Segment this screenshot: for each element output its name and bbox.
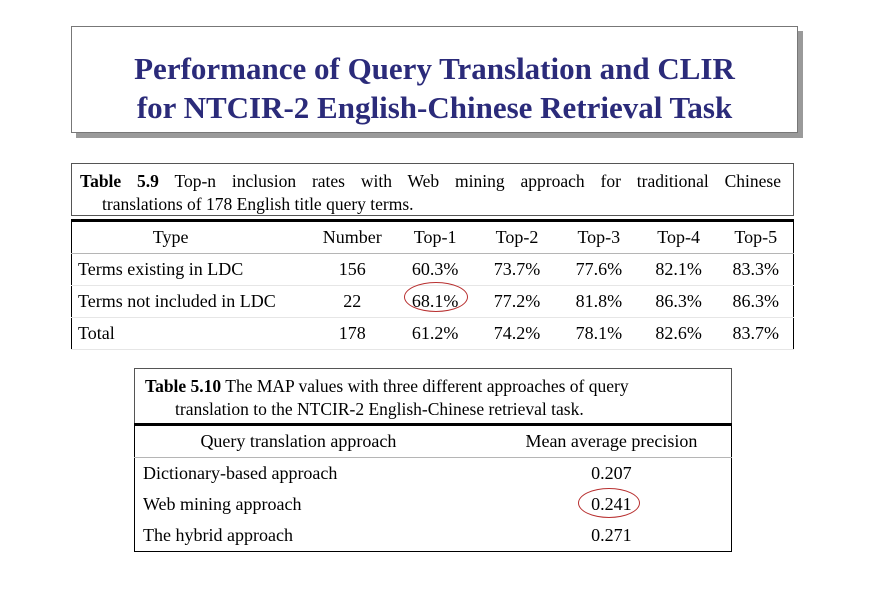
- table1-cell: 86.3%: [719, 286, 794, 318]
- table1-header-row: [72, 221, 794, 254]
- table2-cell: 0.241: [591, 494, 632, 514]
- table1-header-top5: Top-5: [719, 221, 794, 254]
- table1-cell: 86.3%: [639, 286, 719, 318]
- table1-cell: 74.2%: [475, 318, 559, 350]
- table2-caption: [134, 368, 732, 424]
- table1-header-type: Type: [72, 221, 310, 254]
- table1-caption-text-2: translations of 178 English title query terms.: [102, 194, 414, 214]
- table1-cell: 22: [309, 286, 395, 318]
- table1-header-top1: Top-1: [395, 221, 475, 254]
- table1-header-top3: Top-3: [559, 221, 639, 254]
- table-row: [135, 520, 732, 552]
- table1-cell: 78.1%: [559, 318, 639, 350]
- table-row: [135, 458, 732, 490]
- title-line-2: for NTCIR-2 English-Chinese Retrieval Task: [136, 90, 733, 125]
- table1-cell: 60.3%: [395, 254, 475, 286]
- table2-cell: The hybrid approach: [143, 525, 293, 545]
- table1-cell: 178: [309, 318, 395, 350]
- table1-cell: 81.8%: [559, 286, 639, 318]
- table1-cell: Total: [72, 318, 310, 350]
- table2-caption-label: Table 5.10: [145, 376, 222, 396]
- table2-cell: Dictionary-based approach: [143, 463, 338, 483]
- table1-cell: 73.7%: [475, 254, 559, 286]
- table1-cell: 82.6%: [639, 318, 719, 350]
- table1-header-top4: Top-4: [639, 221, 719, 254]
- table1-cell: 156: [309, 254, 395, 286]
- table1-cell: 83.7%: [719, 318, 794, 350]
- table1-header-number: Number: [309, 221, 395, 254]
- table1-cell: 77.2%: [475, 286, 559, 318]
- table-row: [72, 318, 794, 350]
- table-row: [72, 254, 794, 286]
- table1-cell: 83.3%: [719, 254, 794, 286]
- table1-caption-text-1: Top-n inclusion rates with Web mining approach for traditional Chinese: [174, 171, 781, 191]
- highlight-circle: [404, 282, 468, 312]
- table2-caption-text-2: translation to the NTCIR-2 English-Chinese retrieval task.: [175, 399, 584, 419]
- table1-header-top2: Top-2: [475, 221, 559, 254]
- table2-cell: Web mining approach: [143, 494, 302, 514]
- table1-cell: 68.1%: [395, 286, 475, 318]
- table2: [134, 423, 732, 552]
- table2-caption-text-1: The MAP values with three different approaches of query: [225, 376, 629, 396]
- slide-title: [71, 26, 798, 133]
- table1-cell: 77.6%: [559, 254, 639, 286]
- table1-cell: Terms existing in LDC: [72, 254, 310, 286]
- table2-cell: 0.271: [591, 525, 632, 545]
- table2-header-row: [135, 425, 732, 458]
- table-row: [135, 489, 732, 520]
- table2-header-map: Mean average precision: [492, 425, 732, 458]
- highlight-circle: [578, 488, 640, 518]
- title-line-1: Performance of Query Translation and CLIR: [134, 51, 735, 86]
- table1-caption-label: Table 5.9: [80, 171, 159, 191]
- table1-cell: Terms not included in LDC: [72, 286, 310, 318]
- table2-cell: 0.207: [591, 463, 632, 483]
- table1-caption: [71, 163, 794, 216]
- table2-header-approach: Query translation approach: [135, 425, 492, 458]
- table1-cell: 82.1%: [639, 254, 719, 286]
- table1-cell: 61.2%: [395, 318, 475, 350]
